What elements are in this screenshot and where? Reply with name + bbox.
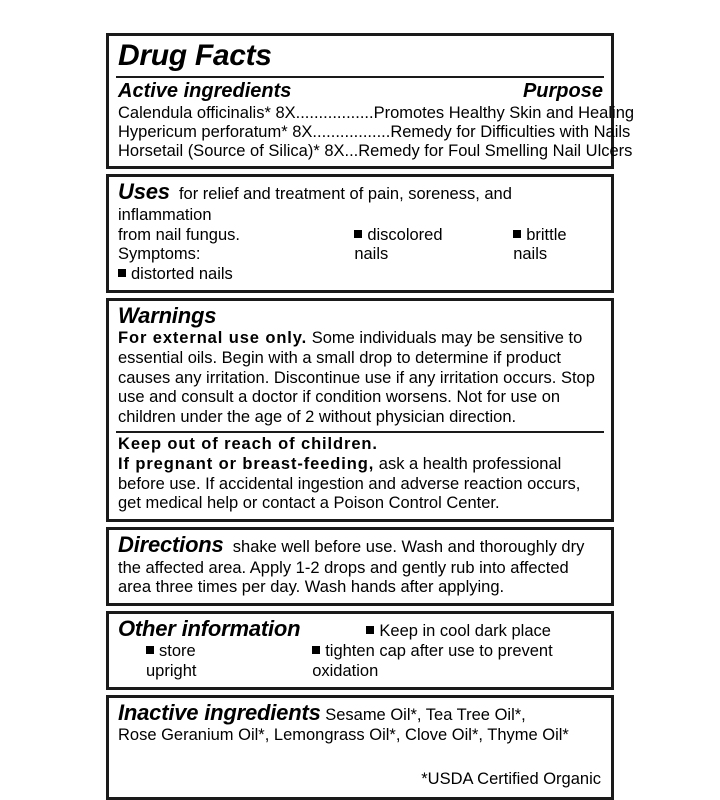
symptom-label: distorted nails — [131, 265, 233, 284]
spacer — [244, 642, 312, 682]
square-bullet-icon — [513, 230, 521, 238]
warnings-pregnant-text: ask a health professional before use. If accidental ingestion and adverse reaction occurs, get medical help or contact a Poison Control Center. — [118, 454, 581, 513]
uses-symptoms-row — [116, 226, 604, 266]
other-information-bullets-row — [116, 642, 604, 682]
square-bullet-icon — [366, 626, 374, 634]
warnings-divider — [116, 431, 604, 433]
symptom-label: brittle nails — [513, 225, 567, 264]
inactive-ingredients-text-1: Sesame Oil*, Tea Tree Oil*, — [320, 705, 526, 724]
uses-heading: Uses — [118, 179, 170, 205]
uses-symptoms-lead: from nail fungus. Symptoms: — [118, 225, 240, 264]
other-info-item — [312, 642, 604, 682]
warnings-keep-out-bold: Keep out of reach of children. — [118, 435, 378, 454]
warnings-pregnant-bold: If pregnant or breast-feeding, — [118, 454, 375, 473]
symptom-item — [513, 226, 604, 266]
square-bullet-icon — [146, 646, 154, 654]
active-ingredients-header-row — [116, 80, 604, 104]
drug-facts-label — [106, 33, 635, 800]
warnings-external-use-bold: For external use only. — [118, 329, 308, 348]
square-bullet-icon — [118, 269, 126, 277]
other-info-label: Keep in cool dark place — [379, 622, 551, 641]
warnings-panel — [106, 298, 614, 522]
active-ingredient-row: Calendula officinalis* 8X.................Promotes Healthy Skin and Healing — [118, 103, 635, 122]
other-information-panel — [106, 611, 614, 690]
warnings-external-use-paragraph — [116, 329, 604, 428]
square-bullet-icon — [312, 646, 320, 654]
inactive-ingredients-line-2: Rose Geranium Oil*, Lemongrass Oil*, Clove Oil*, Thyme Oil* — [118, 726, 569, 745]
other-info-item — [364, 622, 551, 642]
uses-panel — [106, 174, 614, 293]
other-information-heading: Other information — [118, 616, 301, 642]
active-ingredient-row: Hypericum perforatum* 8X.................Remedy for Difficulties with Nails — [118, 122, 631, 141]
other-info-label: store upright — [146, 642, 197, 681]
uses-intro-text: for relief and treatment of pain, soreness, and inflammation — [118, 185, 512, 224]
directions-heading: Directions — [118, 532, 224, 558]
uses-line-1 — [116, 179, 604, 225]
purpose-heading: Purpose — [522, 79, 603, 102]
symptom-label: discolored nails — [354, 225, 443, 264]
inactive-ingredients-line-1 — [116, 700, 604, 726]
other-info-label: tighten cap after use to prevent oxidation — [312, 642, 553, 681]
symptom-item — [116, 265, 604, 285]
warnings-external-use-text: Some individuals may be sensitive to essential oils. Begin with a small drop to determine if product causes any irritation. Discontinue use if any irritation occurs. Stop use and consult a doctor if condition worsens. Not for use on children under the age of 2 without physician direction. — [118, 329, 595, 427]
directions-paragraph — [116, 532, 604, 598]
title-divider — [116, 76, 604, 78]
warnings-pregnant-paragraph — [116, 455, 604, 514]
warnings-heading: Warnings — [118, 303, 217, 329]
active-ingredient-row: Horsetail (Source of Silica)* 8X...Remedy for Foul Smelling Nail Ulcers — [118, 142, 633, 161]
warnings-keep-out-line — [116, 435, 604, 455]
other-information-top-row — [116, 616, 604, 642]
symptom-item — [354, 226, 479, 266]
page-title: Drug Facts — [118, 39, 272, 72]
drug-facts-header-panel — [106, 33, 635, 169]
inactive-ingredients-panel — [106, 695, 614, 800]
other-info-item — [146, 642, 244, 682]
inactive-ingredients-heading: Inactive ingredients — [118, 699, 321, 725]
square-bullet-icon — [354, 230, 362, 238]
usda-footnote: *USDA Certified Organic — [421, 770, 601, 788]
directions-text: shake well before use. Wash and thoroughly dry the affected area. Apply 1-2 drops and gently rub into affected area three times per day. Wash hands after applying. — [118, 538, 585, 597]
directions-panel — [106, 527, 614, 606]
active-ingredients-heading: Active ingredients — [118, 79, 292, 102]
